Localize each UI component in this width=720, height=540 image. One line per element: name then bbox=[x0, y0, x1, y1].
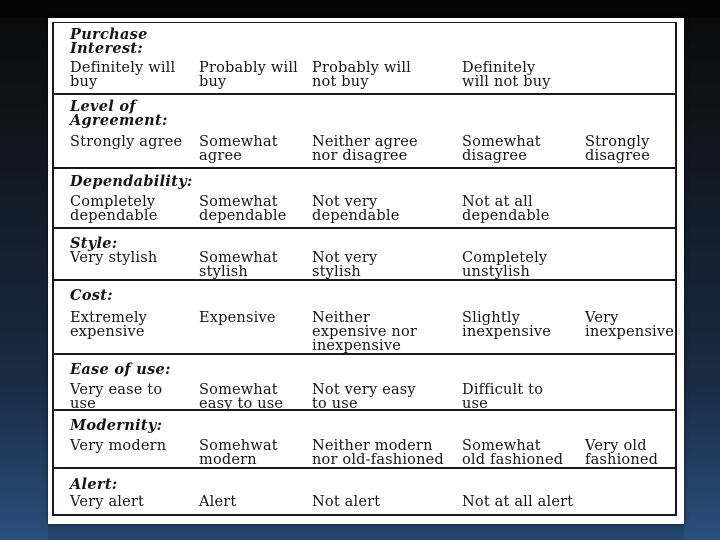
scale-option: Not very easy to use bbox=[312, 382, 416, 412]
scale-option: Very old fashioned bbox=[585, 438, 659, 468]
scale-option: Completely dependable bbox=[70, 194, 158, 224]
scale-option: Not at all alert bbox=[462, 494, 574, 510]
row-title: Ease of use: bbox=[70, 361, 171, 378]
scale-option: Somewhat agree bbox=[199, 134, 278, 164]
scale-option: Neither expensive nor inexpensive bbox=[312, 310, 418, 354]
row-title: Style: bbox=[70, 235, 118, 252]
scale-option: Definitely will not buy bbox=[462, 60, 551, 90]
scale-option: Somewhat easy to use bbox=[199, 382, 284, 412]
scale-option: Very modern bbox=[70, 438, 167, 454]
scale-option: Neither agree nor disagree bbox=[312, 134, 418, 164]
scale-option: Slightly inexpensive bbox=[462, 310, 551, 340]
scale-option: Not at all dependable bbox=[462, 194, 550, 224]
scale-row-dependability bbox=[54, 169, 675, 229]
scale-row-level-of-agreement bbox=[54, 95, 675, 169]
row-title: Cost: bbox=[70, 287, 113, 304]
row-title: Purchase Interest: bbox=[70, 26, 148, 57]
scale-option: Probably will buy bbox=[199, 60, 298, 90]
scale-row-ease-of-use bbox=[54, 355, 675, 411]
scale-option: Somewhat disagree bbox=[462, 134, 541, 164]
slide-sheet bbox=[48, 18, 684, 524]
scale-row-purchase-interest bbox=[54, 23, 675, 95]
scale-row-cost bbox=[54, 281, 675, 355]
scale-option: Very ease to use bbox=[70, 382, 163, 412]
scale-option: Extremely expensive bbox=[70, 310, 148, 340]
scale-option: Completely unstylish bbox=[462, 250, 548, 280]
scale-option: Very alert bbox=[70, 494, 145, 510]
left-background-strip bbox=[0, 18, 48, 540]
scale-option: Very inexpensive bbox=[585, 310, 674, 340]
scale-option: Somewhat old fashioned bbox=[462, 438, 564, 468]
scale-option: Somewhat stylish bbox=[199, 250, 278, 280]
scale-option: Neither modern nor old-fashioned bbox=[312, 438, 444, 468]
scale-row-style bbox=[54, 229, 675, 281]
scale-row-modernity bbox=[54, 411, 675, 469]
row-title: Modernity: bbox=[70, 417, 163, 434]
row-title: Level of Agreement: bbox=[70, 98, 168, 129]
row-title: Dependability: bbox=[70, 173, 193, 190]
scale-option: Probably will not buy bbox=[312, 60, 411, 90]
scale-option: Somehwat modern bbox=[199, 438, 278, 468]
scale-option: Definitely will buy bbox=[70, 60, 176, 90]
scale-option: Not very stylish bbox=[312, 250, 378, 280]
scale-row-alert bbox=[54, 469, 675, 515]
scale-option: Difficult to use bbox=[462, 382, 544, 412]
scale-option: Strongly agree bbox=[70, 134, 183, 150]
scale-option: Strongly disagree bbox=[585, 134, 650, 164]
scale-option: Alert bbox=[199, 494, 237, 510]
right-background-strip bbox=[684, 18, 720, 540]
top-band bbox=[0, 0, 720, 18]
scale-option: Very stylish bbox=[70, 250, 158, 266]
row-title: Alert: bbox=[70, 476, 118, 493]
scale-option: Somewhat dependable bbox=[199, 194, 287, 224]
scale-option: Expensive bbox=[199, 310, 276, 326]
scale-option: Not very dependable bbox=[312, 194, 400, 224]
scales-table bbox=[52, 22, 677, 516]
scale-option: Not alert bbox=[312, 494, 381, 510]
